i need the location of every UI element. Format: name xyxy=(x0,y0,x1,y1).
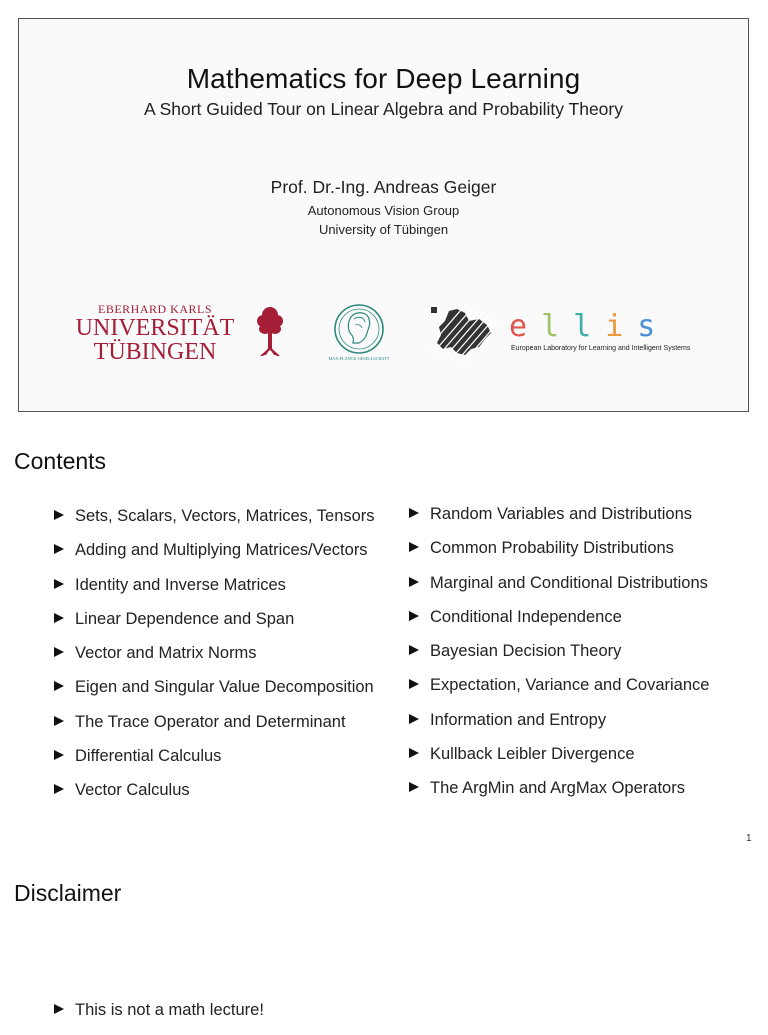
list-item xyxy=(54,644,375,678)
bullet-triangle-icon xyxy=(409,577,419,587)
list-item-label: Random Variables and Distributions xyxy=(430,505,692,523)
bullet-triangle-icon xyxy=(409,782,419,792)
list-item-label: Marginal and Conditional Distributions xyxy=(430,573,708,592)
list-item xyxy=(409,745,709,779)
ellis-logo xyxy=(429,303,699,363)
disclaimer-list xyxy=(54,1001,264,1035)
list-item-label: Vector Calculus xyxy=(75,781,190,800)
list-item-label: Vector and Matrix Norms xyxy=(75,644,257,663)
list-item-label: Linear Dependence and Span xyxy=(75,609,295,628)
list-item xyxy=(54,713,375,747)
bullet-triangle-icon xyxy=(409,542,419,552)
list-item-label: Information and Entropy xyxy=(430,710,607,729)
list-item-label: Sets, Scalars, Vectors, Matrices, Tensors xyxy=(75,507,375,525)
ellis-wordmark xyxy=(509,309,669,344)
bullet-triangle-icon xyxy=(409,714,419,724)
europe-map-icon xyxy=(429,303,499,363)
bullet-triangle-icon xyxy=(54,1004,64,1014)
list-item-label: This is not a math lecture! xyxy=(75,1001,264,1019)
list-item xyxy=(54,507,375,541)
university-logo-line-3: TÜBINGEN xyxy=(93,339,217,365)
affiliation-group: Autonomous Vision Group xyxy=(307,203,460,218)
bullet-triangle-icon xyxy=(54,681,64,691)
bullet-triangle-icon xyxy=(409,508,419,518)
list-item-label: Bayesian Decision Theory xyxy=(430,642,622,661)
list-item xyxy=(54,747,375,781)
university-tuebingen-logo xyxy=(75,303,235,364)
bullet-triangle-icon xyxy=(409,611,419,621)
bullet-triangle-icon xyxy=(409,679,419,689)
title-slide xyxy=(18,18,749,412)
list-item-label: Eigen and Singular Value Decomposition xyxy=(75,678,374,697)
bullet-triangle-icon xyxy=(54,750,64,760)
ellis-letter-l1: l xyxy=(541,309,574,344)
list-item xyxy=(409,539,709,573)
list-item-label: Conditional Independence xyxy=(430,607,622,626)
list-item xyxy=(409,642,709,676)
slide-subtitle: A Short Guided Tour on Linear Algebra and Probability Theory xyxy=(144,99,623,119)
bullet-triangle-icon xyxy=(54,647,64,657)
ellis-letter-e: e xyxy=(509,309,542,344)
bullet-triangle-icon xyxy=(54,579,64,589)
contents-left-list xyxy=(54,507,375,816)
logo-row xyxy=(19,299,748,369)
list-item-label: Differential Calculus xyxy=(75,747,222,766)
page-number: 1 xyxy=(746,833,752,844)
bullet-triangle-icon xyxy=(54,544,64,554)
bullet-triangle-icon xyxy=(54,510,64,520)
palm-tree-logo xyxy=(255,305,285,357)
list-item xyxy=(54,541,375,575)
bullet-triangle-icon xyxy=(409,748,419,758)
ellis-letter-i: i xyxy=(605,309,638,344)
affiliation-university: University of Tübingen xyxy=(318,222,449,237)
list-item xyxy=(409,608,709,642)
list-item xyxy=(409,711,709,745)
max-planck-logo xyxy=(321,303,397,363)
list-item xyxy=(54,781,375,815)
slide-title: Mathematics for Deep Learning xyxy=(186,63,581,94)
list-item-label: Adding and Multiplying Matrices/Vectors xyxy=(75,541,368,560)
contents-heading: Contents xyxy=(14,448,107,474)
bullet-triangle-icon xyxy=(54,784,64,794)
university-logo-line-1: EBERHARD KARLS xyxy=(97,302,212,316)
list-item xyxy=(54,1001,264,1035)
list-item-label: Kullback Leibler Divergence xyxy=(430,745,635,764)
list-item-label: Identity and Inverse Matrices xyxy=(75,575,286,594)
list-item xyxy=(54,678,375,712)
mpg-logo-text: MAX-PLANCK-GESELLSCHAFT xyxy=(328,356,390,361)
list-item-label: The ArgMin and ArgMax Operators xyxy=(430,779,685,798)
university-logo-line-2: UNIVERSITÄT xyxy=(75,315,235,341)
list-item xyxy=(409,779,709,813)
list-item-label: Expectation, Variance and Covariance xyxy=(430,676,710,695)
bullet-triangle-icon xyxy=(54,613,64,623)
list-item xyxy=(409,676,709,710)
list-item xyxy=(54,576,375,610)
ellis-tagline: European Laboratory for Learning and Intelligent Systems xyxy=(511,345,691,352)
author-name: Prof. Dr.-Ing. Andreas Geiger xyxy=(270,177,497,197)
list-item xyxy=(409,574,709,608)
list-item-label: Common Probability Distributions xyxy=(430,539,674,558)
bullet-triangle-icon xyxy=(409,645,419,655)
list-item xyxy=(54,610,375,644)
ellis-letter-s: s xyxy=(637,309,670,344)
list-item xyxy=(409,505,709,539)
bullet-triangle-icon xyxy=(54,716,64,726)
disclaimer-heading: Disclaimer xyxy=(14,880,122,906)
ellis-letter-l2: l xyxy=(573,309,606,344)
contents-right-list xyxy=(409,505,709,814)
list-item-label: The Trace Operator and Determinant xyxy=(75,712,346,731)
